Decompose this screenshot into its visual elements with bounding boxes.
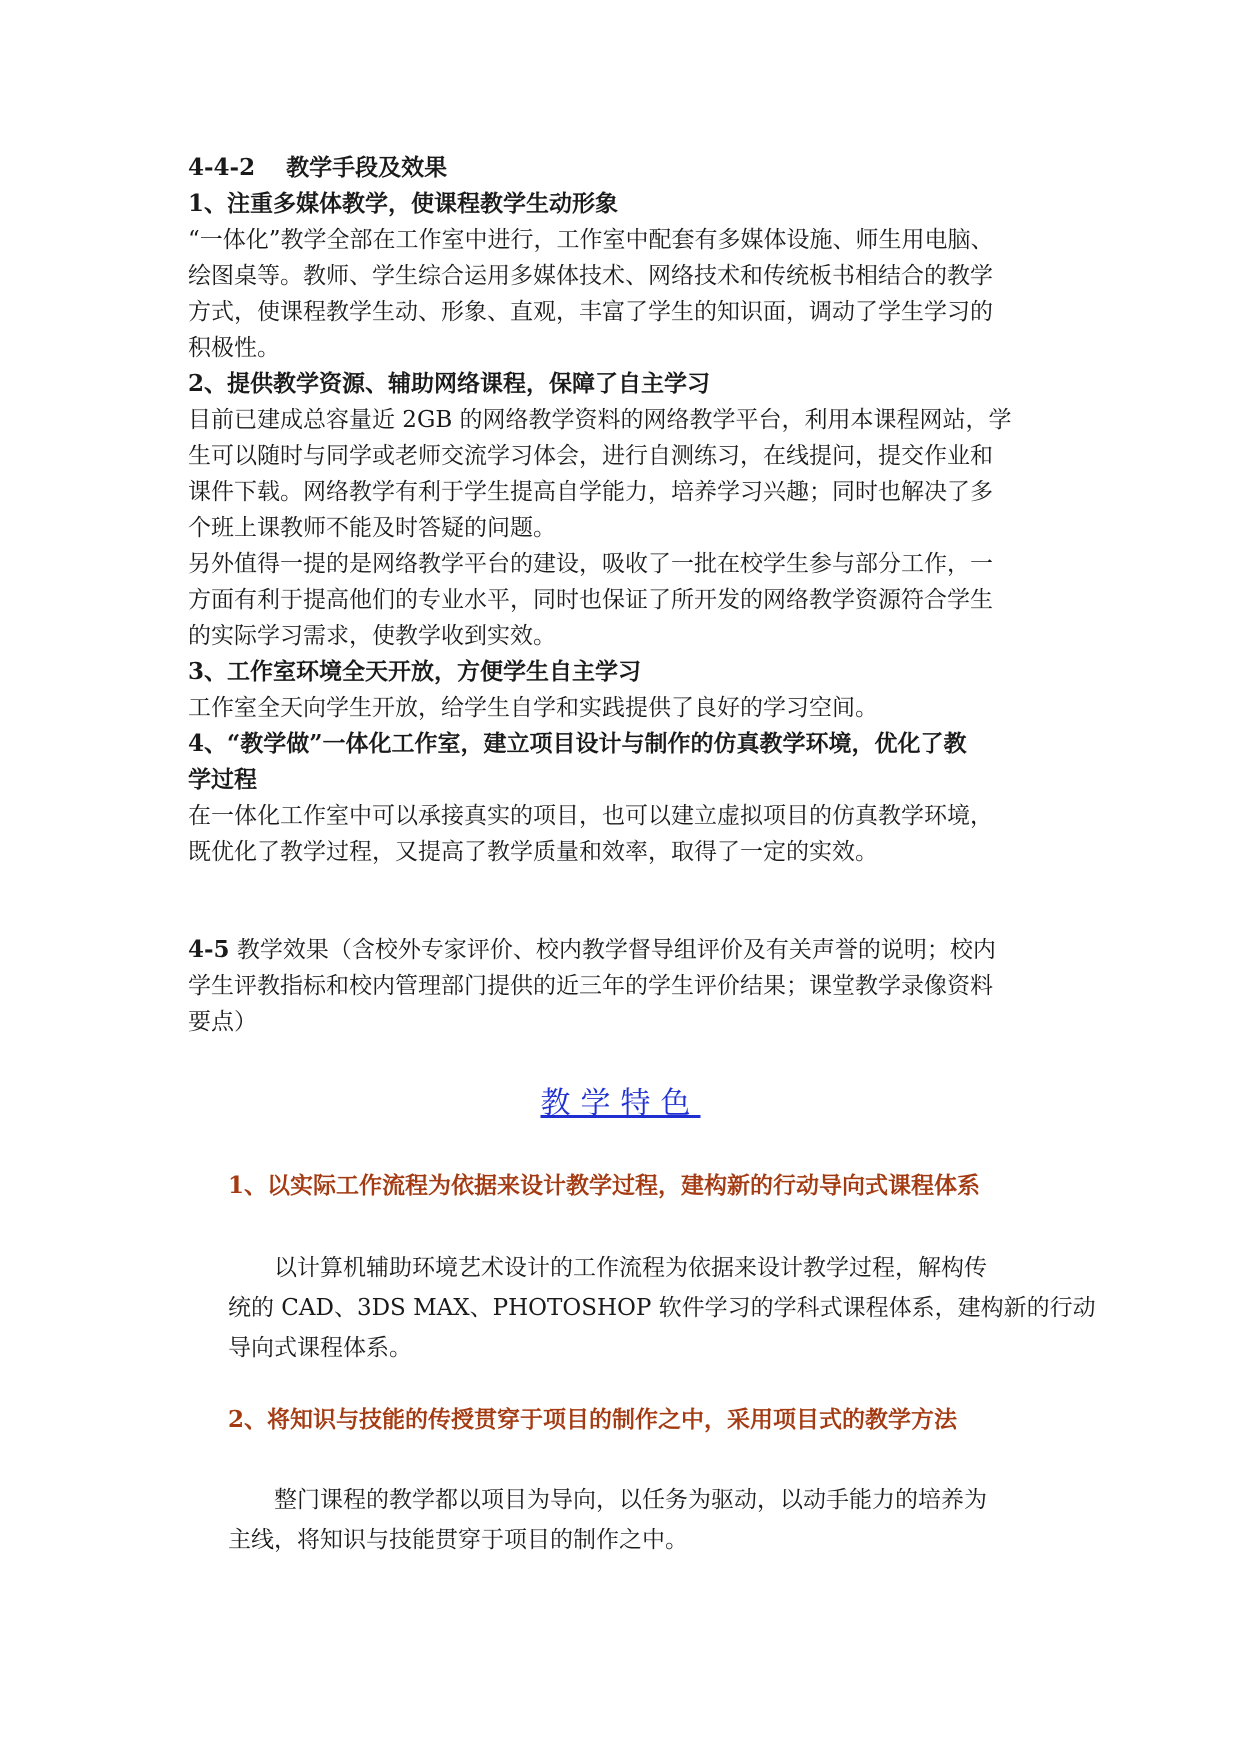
subsection-heading-1: 1、注重多媒体教学，使课程教学生动形象 bbox=[188, 190, 619, 217]
subsection-heading-4 bbox=[188, 726, 1058, 798]
paragraph-line: 以计算机辅助环境艺术设计的工作流程为依据来设计教学过程，解构传 bbox=[228, 1255, 987, 1281]
paragraph-line: “一体化”教学全部在工作室中进行，工作室中配套有多媒体设施、师生用电脑、 bbox=[188, 227, 994, 253]
features-title[interactable]: 教学特色 bbox=[540, 1086, 701, 1121]
subsection-heading-3: 3、工作室环境全天开放，方便学生自主学习 bbox=[188, 658, 642, 685]
heading-line: 4、“教学做”一体化工作室，建立项目设计与制作的仿真教学环境，优化了教 bbox=[188, 730, 967, 757]
paragraph-3 bbox=[188, 690, 1058, 726]
paragraph-1 bbox=[188, 222, 1058, 366]
feature-paragraph-1 bbox=[228, 1248, 1096, 1368]
paragraph-line: 主线，将知识与技能贯穿于项目的制作之中。 bbox=[228, 1527, 688, 1553]
paragraph-line: 目前已建成总容量近 2GB 的网络教学资料的网络教学平台，利用本课程网站，学 bbox=[188, 407, 1012, 433]
paragraph-line-text: 教学效果（含校外专家评价、校内教学督导组评价及有关声誉的说明；校内 bbox=[229, 937, 996, 963]
paragraph-line: 方式，使课程教学生动、形象、直观，丰富了学生的知识面，调动了学生学习的 bbox=[188, 299, 993, 325]
section-heading: 4-4-2 教学手段及效果 bbox=[188, 154, 448, 181]
paragraph-line: 方面有利于提高他们的专业水平，同时也保证了所开发的网络教学资源符合学生 bbox=[188, 587, 993, 613]
feature-paragraph-2 bbox=[228, 1480, 1058, 1560]
paragraph-line bbox=[188, 932, 1058, 968]
paragraph-line: 工作室全天向学生开放，给学生自学和实践提供了良好的学习空间。 bbox=[188, 695, 878, 721]
subsection-heading-2: 2、提供教学资源、辅助网络课程，保障了自主学习 bbox=[188, 370, 711, 397]
section-4-4-2 bbox=[188, 150, 1058, 870]
section-label: 4-5 bbox=[188, 936, 230, 963]
paragraph-4 bbox=[188, 798, 1058, 870]
paragraph-line: 学生评教指标和校内管理部门提供的近三年的学生评价结果；课堂教学录像资料 bbox=[188, 973, 993, 999]
section-4-5-paragraph bbox=[188, 932, 1058, 1040]
paragraph-line: 个班上课教师不能及时答疑的问题。 bbox=[188, 515, 556, 541]
section-4-5 bbox=[188, 932, 1058, 1040]
paragraph-line: 在一体化工作室中可以承接真实的项目，也可以建立虚拟项目的仿真教学环境， bbox=[188, 803, 993, 829]
paragraph-line: 另外值得一提的是网络教学平台的建设，吸收了一批在校学生参与部分工作，一 bbox=[188, 551, 993, 577]
paragraph-line: 课件下载。网络教学有利于学生提高自学能力，培养学习兴趣；同时也解决了多 bbox=[188, 479, 993, 505]
feature-heading-2: 2、将知识与技能的传授贯穿于项目的制作之中，采用项目式的教学方法 bbox=[228, 1406, 958, 1433]
heading-line: 学过程 bbox=[188, 766, 257, 793]
feature-heading-1: 1、以实际工作流程为依据来设计教学过程，建构新的行动导向式课程体系 bbox=[228, 1172, 981, 1199]
paragraph-line: 要点） bbox=[188, 1009, 257, 1035]
paragraph-2 bbox=[188, 402, 1058, 654]
paragraph-line: 生可以随时与同学或老师交流学习体会，进行自测练习，在线提问，提交作业和 bbox=[188, 443, 993, 469]
paragraph-line: 统的 CAD、3DS MAX、PHOTOSHOP 软件学习的学科式课程体系，建构新的行动 bbox=[228, 1295, 1096, 1321]
paragraph-line: 导向式课程体系。 bbox=[228, 1335, 412, 1361]
paragraph-line: 绘图桌等。教师、学生综合运用多媒体技术、网络技术和传统板书相结合的教学 bbox=[188, 263, 993, 289]
paragraph-line: 整门课程的教学都以项目为导向，以任务为驱动，以动手能力的培养为 bbox=[228, 1487, 987, 1513]
paragraph-line: 的实际学习需求，使教学收到实效。 bbox=[188, 623, 556, 649]
paragraph-line: 积极性。 bbox=[188, 335, 280, 361]
paragraph-line: 既优化了教学过程，又提高了教学质量和效率，取得了一定的实效。 bbox=[188, 839, 878, 865]
